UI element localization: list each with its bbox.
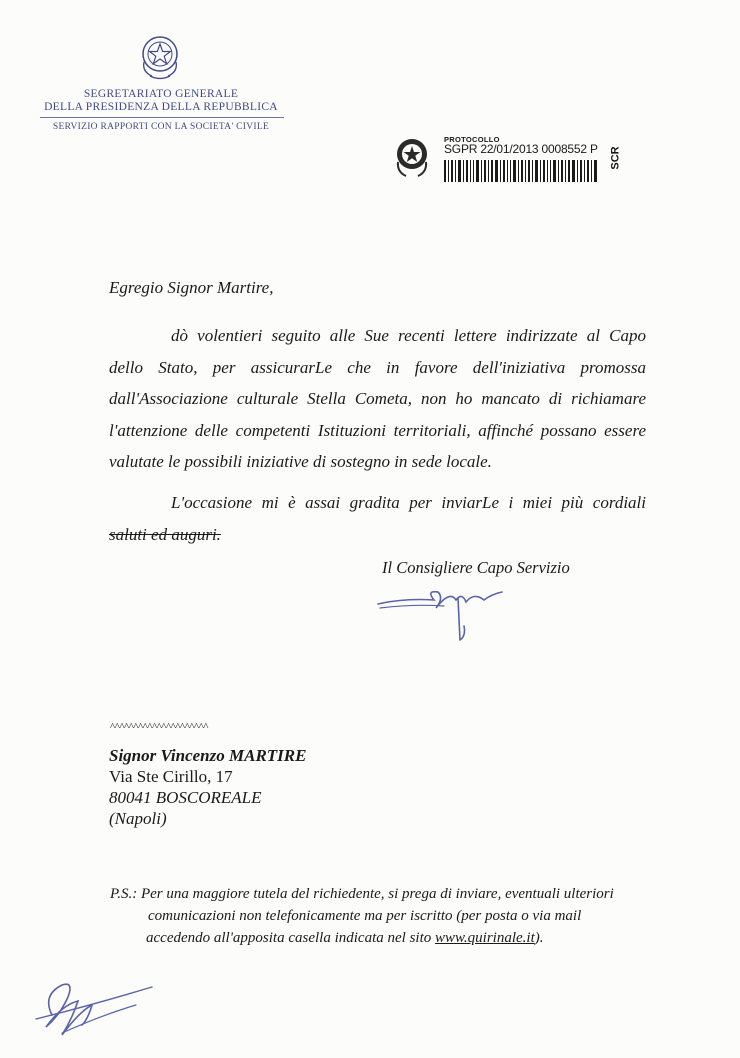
barcode-icon — [444, 160, 598, 182]
paragraph-1-line: valutate le possibili iniziative di sostegno in sede locale. — [109, 452, 492, 471]
handwritten-initials — [32, 975, 157, 1045]
postscript-line-3 — [146, 930, 543, 947]
paragraph-2 — [109, 487, 646, 550]
italian-emblem-icon — [138, 32, 182, 82]
paragraph-1-line: dello Stato, per assicurarLe che in favore dell'iniziativa promossa — [109, 357, 646, 377]
letterhead-line-1: SEGRETARIATO GENERALE — [83, 88, 239, 100]
recipient-name: Signor Vincenzo MARTIRE — [109, 746, 307, 765]
stamp-label: PROTOCOLLO — [444, 135, 500, 144]
postscript-text: accedendo all'apposita casella indicata nel sito — [146, 930, 435, 946]
paragraph-2-line: L'occasione mi è assai gradita per inviarLe i miei più cordiali — [171, 493, 646, 512]
stamp-emblem-icon — [392, 134, 432, 180]
paragraph-1-line: l'attenzione delle competenti Istituzioni territoriali, affinché possano essere — [109, 420, 646, 440]
greeting: Egregio Signor Martire, — [109, 278, 274, 297]
handwritten-signature — [374, 578, 524, 644]
recipient-street: Via Ste Cirillo, 17 — [109, 767, 233, 786]
postscript-line-2: comunicazioni non telefonicamente ma per iscritto (per posta o via mail — [148, 908, 582, 924]
recipient-city: 80041 BOSCOREALE — [109, 788, 262, 807]
quirinale-link[interactable]: www.quirinale.it — [435, 930, 535, 946]
paragraph-1 — [109, 320, 646, 478]
paragraph-1-line: dò volentieri seguito alle Sue recenti lettere indirizzate al Capo — [171, 326, 646, 345]
paragraph-1-line: dall'Associazione culturale Stella Cometa, non ho mancato di richiamare — [109, 389, 646, 408]
stamp-number: SGPR 22/01/2013 0008552 P — [444, 142, 598, 156]
protocol-stamp — [390, 130, 622, 192]
address-separator: ^^^^^^^^^^^^^^^^^^^^^ — [110, 721, 208, 733]
recipient-province: (Napoli) — [109, 809, 167, 828]
letterhead-line-2: DELLA PRESIDENZA DELLA REPUBBLICA — [44, 101, 278, 113]
stamp-side-code: SCR — [609, 146, 622, 170]
letterhead-divider — [40, 117, 284, 118]
signature-title: Il Consigliere Capo Servizio — [382, 558, 570, 577]
postscript-closing: ). — [534, 930, 544, 946]
letterhead-line-3: SERVIZIO RAPPORTI CON LA SOCIETA' CIVILE — [52, 122, 270, 132]
paragraph-2-line: saluti ed auguri. — [109, 524, 221, 544]
postscript-line-1: P.S.: Per una maggiore tutela del richiedente, si prega di inviare, eventuali ulteriori — [110, 886, 614, 902]
